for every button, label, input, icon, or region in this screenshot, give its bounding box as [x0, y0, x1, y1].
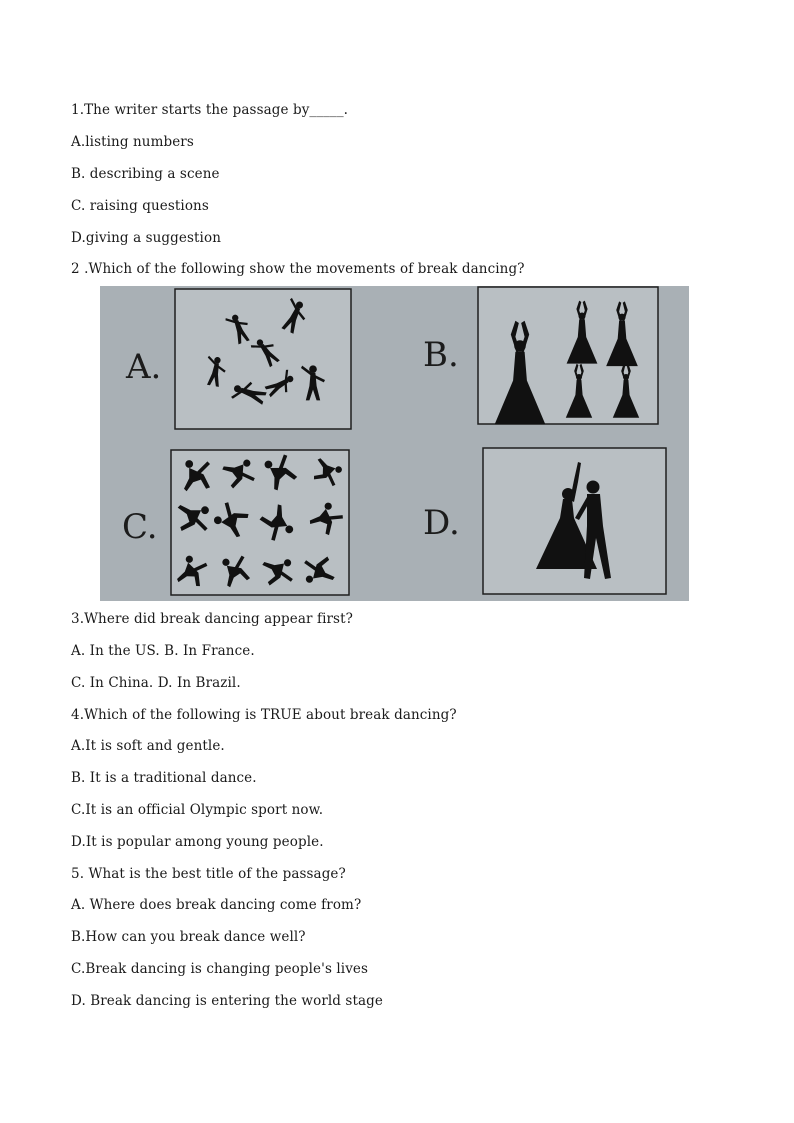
question-1-option-d: D.giving a suggestion	[71, 230, 221, 246]
panel-d-letter: D.	[423, 503, 460, 543]
question-3-stem: 3.Where did break dancing appear first?	[71, 611, 353, 627]
panel-b	[423, 287, 658, 424]
question-1-option-c: C. raising questions	[71, 198, 209, 214]
question-5-option-d: D. Break dancing is entering the world stage	[71, 993, 383, 1009]
question-4-option-b: B. It is a traditional dance.	[71, 770, 257, 786]
question-2-stem: 2 .Which of the following show the movements of break dancing?	[71, 261, 525, 277]
question-5-option-c: C.Break dancing is changing people's lives	[71, 961, 369, 977]
panel-a-letter: A.	[126, 347, 162, 387]
question-1-stem: 1.The writer starts the passage by_____.	[71, 102, 349, 118]
question-5-option-a: A. Where does break dancing come from?	[71, 897, 362, 913]
panel-d	[423, 448, 666, 594]
question-5-stem: 5. What is the best title of the passage?	[71, 866, 346, 882]
panel-b-letter: B.	[423, 335, 459, 375]
question-3-options-cd: C. In China. D. In Brazil.	[71, 675, 241, 691]
dance-silhouettes-figure	[100, 286, 689, 601]
question-1-option-a: A.listing numbers	[71, 134, 194, 150]
question-3-options-ab: A. In the US. B. In France.	[71, 643, 255, 659]
question-4-stem: 4.Which of the following is TRUE about break dancing?	[71, 707, 457, 723]
question-4-option-d: D.It is popular among young people.	[71, 834, 324, 850]
panel-c-letter: C.	[122, 507, 158, 547]
panel-c	[122, 450, 349, 595]
question-4-option-a: A.It is soft and gentle.	[71, 738, 225, 754]
question-5-option-b: B.How can you break dance well?	[71, 929, 306, 945]
question-4-option-c: C.It is an official Olympic sport now.	[71, 802, 324, 818]
panel-a	[125, 289, 351, 429]
question-1-option-b: B. describing a scene	[71, 166, 220, 182]
